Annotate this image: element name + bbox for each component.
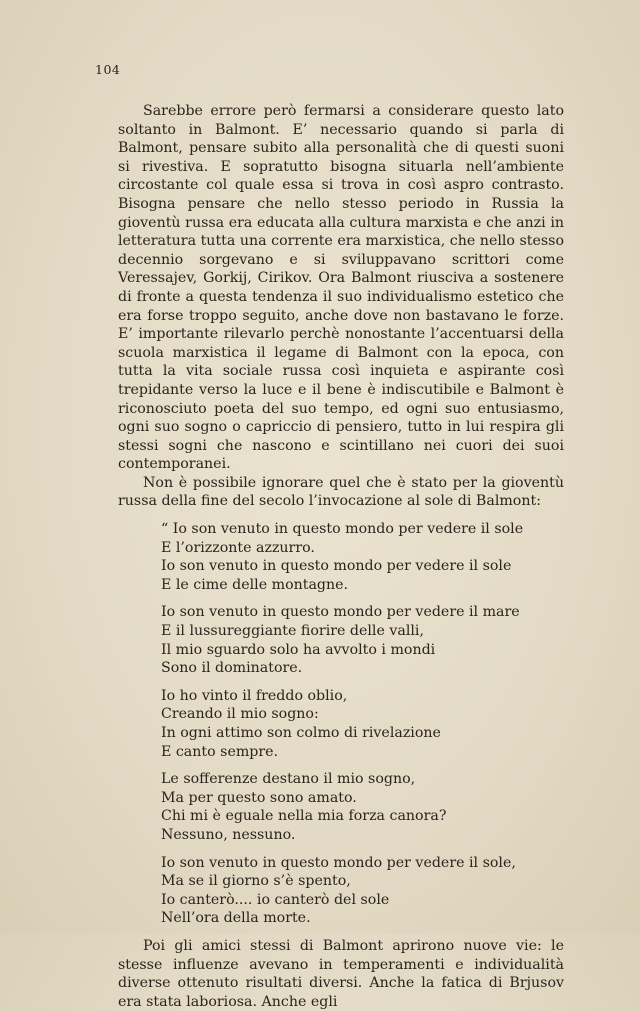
poem-line: E il lussureggiante fiorire delle valli, <box>161 623 424 640</box>
poem-line: Sono il dominatore. <box>161 660 303 677</box>
poem-line: Io son venuto in questo mondo per vedere il sole <box>161 558 512 575</box>
poem-stanza <box>161 854 564 928</box>
page-number: 104 <box>95 62 121 77</box>
poem-line: Creando il mio sogno: <box>161 706 319 723</box>
paragraph: Sarebbe errore però fermarsi a considerare questo lato soltanto in Balmont. E’ necessario quando si parla di Balmont, pensare subito alla personalità che di questi suoni si rivestiva. E sopratutto bisogna situarla nell’ambiente circostante col quale essa si trova in così aspro contrasto. Bisogna pensare che nello stesso periodo in Russia la gioventù russa era educata alla cultura marxista e che anzi in letteratura tutta una corrente era marxistica, che nello stesso decennio sorgevano e si sviluppavano scrittori come Veressajev, Gorkij, Cirikov. Ora Balmont riusciva a sostenere di fronte a questa tendenza il suo individualismo estetico che era forse troppo seguito, anche dove non bastavano le forze. E’ importante rilevarlo perchè nonostante l’accentuarsi della scuola marxistica il legame di Balmont con la epoca, con tutta la vita sociale russa così inquieta e aspirante così trepidante verso la luce e il bene è indiscutibile e Balmont è riconosciuto poeta del suo tempo, ed ogni suo entusiasmo, ogni suo sogno o capriccio di pensiero, tutto in lui respira gli stessi sogni che nascono e scintillano nei cuori dei suoi contemporanei. <box>118 103 564 473</box>
poem-line: Ma se il giorno s’è spento, <box>161 873 351 890</box>
poem-stanza <box>161 687 564 761</box>
poem-stanza <box>161 603 564 677</box>
poem-line: Chi mi è eguale nella mia forza canora? <box>161 808 447 825</box>
poem-line: E l’orizzonte azzurro. <box>161 539 315 556</box>
poem-line: E canto sempre. <box>161 743 279 760</box>
poem-line: Io ho vinto il freddo oblio, <box>161 687 348 704</box>
poem-block <box>161 520 564 928</box>
poem-stanza <box>161 770 564 844</box>
poem-line: Nessuno, nessuno. <box>161 826 296 843</box>
paragraph: Poi gli amici stessi di Balmont aprirono nuove vie: le stesse influenze avevano in temperamenti e individualità diverse ottenuto risultati diversi. Anche la fatica di Brjusov era stata laboriosa. Anche egli <box>118 937 564 1010</box>
poem-line: Io son venuto in questo mondo per vedere il sole, <box>161 854 516 871</box>
poem-line: Io son venuto in questo mondo per vedere il mare <box>161 604 520 621</box>
poem-stanza <box>161 520 564 594</box>
poem-line: In ogni attimo son colmo di rivelazione <box>161 725 441 741</box>
poem-line: Le sofferenze destano il mio sogno, <box>161 771 416 788</box>
body-text <box>118 102 564 1011</box>
poem-line: E le cime delle montagne. <box>161 576 349 593</box>
poem-line: “ Io son venuto in questo mondo per vedere il sole <box>161 521 524 538</box>
paragraph: Non è possibile ignorare quel che è stato per la gioventù russa della fine del secolo l’invocazione al sole di Balmont: <box>118 474 564 510</box>
poem-line: Il mio sguardo solo ha avvolto i mondi <box>161 641 436 658</box>
poem-line: Io canterò.... io canterò del sole <box>161 891 390 908</box>
poem-line: Ma per questo sono amato. <box>161 789 357 806</box>
poem-line: Nell’ora della morte. <box>161 910 311 927</box>
